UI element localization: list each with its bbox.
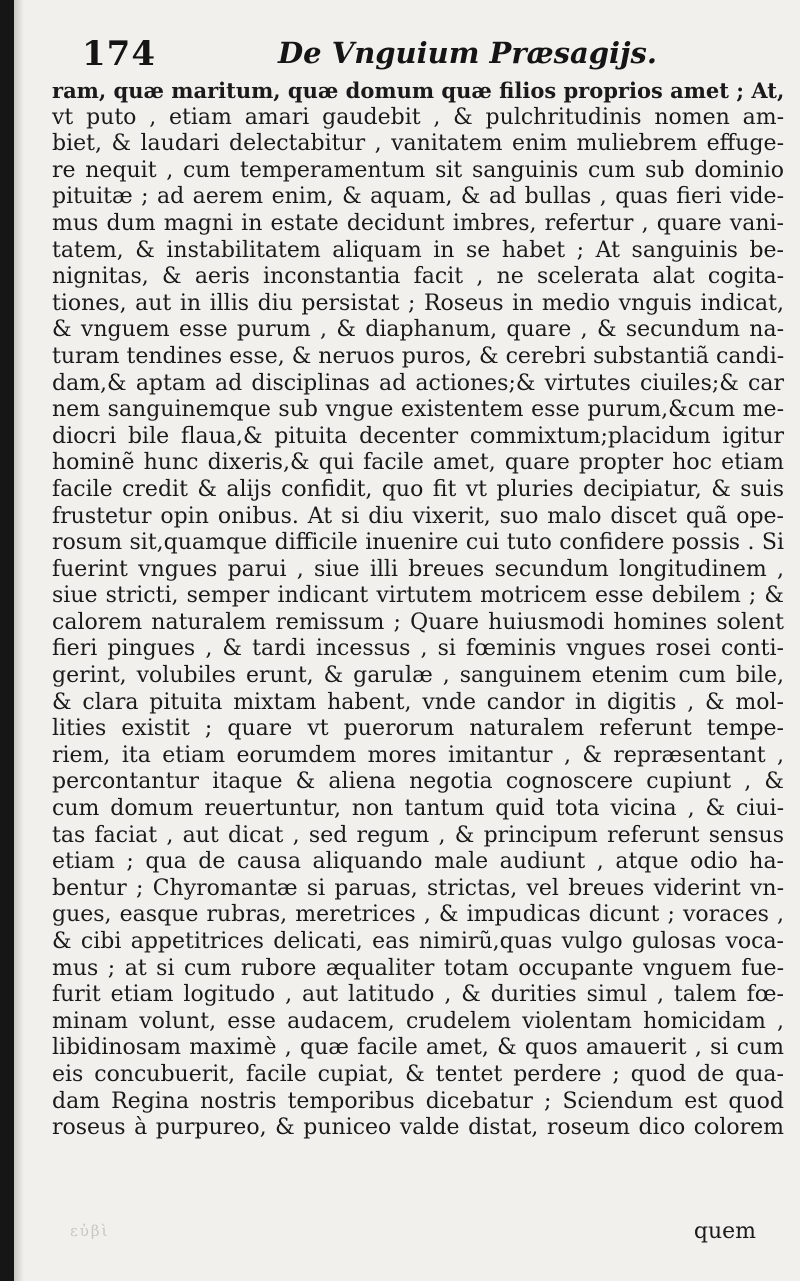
text-line: dam,& aptam ad disciplinas ad actiones;& virtutes ciuiles;& car [52, 370, 784, 396]
text-line: cum domum reuertuntur, non tantum quid tota vicina , & ciui- [52, 796, 784, 822]
text-line: siue stricti, semper indicant virtutem motricem esse debilem ; & [52, 583, 784, 609]
body-text [52, 78, 784, 1142]
running-title: De Vnguium Præsagijs. [278, 36, 657, 70]
text-line: tiones, aut in illis diu persistat ; Roseus in medio vnguis indicat, [52, 290, 784, 316]
text-line: percontantur itaque & aliena negotia cognoscere cupiunt , & [52, 769, 784, 795]
text-line: riem, ita etiam eorumdem mores imitantur , & repræsentant , [52, 742, 784, 768]
text-line: mus dum magni in estate decidunt imbres, refertur , quare vani- [52, 210, 784, 236]
text-line: & clara pituita mixtam habent, vnde candor in digitis , & mol- [52, 689, 784, 715]
text-line: rosum sit,quamque difficile inuenire cui tuto confidere possis . Si [52, 530, 784, 556]
book-page [14, 0, 800, 1281]
text-line: etiam ; qua de causa aliquando male audiunt , atque odio ha- [52, 849, 784, 875]
text-line: fuerint vngues parui , siue illi breues secundum longitudinem , [52, 556, 784, 582]
text-line: turam tendines esse, & neruos puros, & cerebri substantiã candi- [52, 343, 785, 369]
text-line: libidinosam maximè , quæ facile amet, & quos amauerit , si cum [52, 1035, 784, 1061]
text-line: & vnguem esse purum , & diaphanum, quare , & secundum na- [52, 317, 784, 343]
text-line: tas faciat , aut dicat , sed regum , & principum referunt sensus [52, 822, 784, 848]
text-line: minam volunt, esse audacem, crudelem violentam homicidam , [52, 1008, 784, 1034]
text-line: vt puto , etiam amari gaudebit , & pulchritudinis nomen am- [52, 104, 784, 130]
text-line: roseus à purpureo, & puniceo valde distat, roseum dico colorem [52, 1115, 784, 1141]
text-line: facile credit & alijs confidit, quo fit vt pluries decipiatur, & suis [52, 476, 784, 502]
text-line: tatem, & instabilitatem aliquam in se habet ; At sanguinis be- [52, 237, 784, 263]
text-line: pituitæ ; ad aerem enim, & aquam, & ad bullas , quas fieri vide- [52, 184, 784, 210]
text-line: ram, quæ maritum, quæ domum quæ filios proprios amet ; At, [52, 78, 785, 103]
page-number: 174 [82, 34, 156, 74]
text-line: bentur ; Chyromantæ si paruas, strictas, vel breues viderint vn- [52, 875, 784, 901]
text-line: furit etiam logitudo , aut latitudo , & durities simul , talem fœ- [52, 982, 784, 1008]
text-line: dam Regina nostris temporibus dicebatur ; Sciendum est quod [52, 1088, 784, 1114]
text-line: nem sanguinemque sub vngue existentem esse purum,&cum me- [52, 397, 784, 423]
text-line: frustetur opin onibus. At si diu vixerit, suo malo discet quã ope- [52, 503, 784, 529]
running-head [82, 34, 782, 82]
faint-library-mark: εὐβὶ [70, 1222, 110, 1240]
text-line: nignitas, & aeris inconstantia facit , ne scelerata alat cogita- [52, 264, 784, 290]
text-line: & cibi appetitrices delicati, eas nimirũ,quas vulgo gulosas voca- [52, 929, 784, 954]
text-line: mus ; at si cum rubore æqualiter totam occupante vnguem fue- [52, 955, 784, 981]
text-line: fieri pingues , & tardi incessus , si fœminis vngues rosei conti- [52, 636, 784, 662]
text-line: gues, easque rubras, meretrices , & impudicas dicunt ; voraces , [52, 902, 784, 928]
text-line: re nequit , cum temperamentum sit sanguinis cum sub dominio [52, 157, 784, 183]
text-line: gerint, volubiles erunt, & garulæ , sanguinem etenim cum bile, [52, 663, 784, 689]
text-line: hominẽ hunc dixeris,& qui facile amet, quare propter hoc etiam [52, 450, 784, 476]
text-line: calorem naturalem remissum ; Quare huiusmodi homines solent [52, 609, 784, 635]
text-line: biet, & laudari delectabitur , vanitatem enim muliebrem effuge- [52, 131, 784, 157]
text-line: lities existit ; quare vt puerorum naturalem referunt tempe- [52, 716, 784, 742]
text-line: eis concubuerit, facile cupiat, & tentet perdere ; quod de qua- [52, 1061, 784, 1087]
catchword: quem [693, 1219, 756, 1244]
text-line: diocri bile flaua,& pituita decenter commixtum;placidum igitur [52, 423, 784, 449]
